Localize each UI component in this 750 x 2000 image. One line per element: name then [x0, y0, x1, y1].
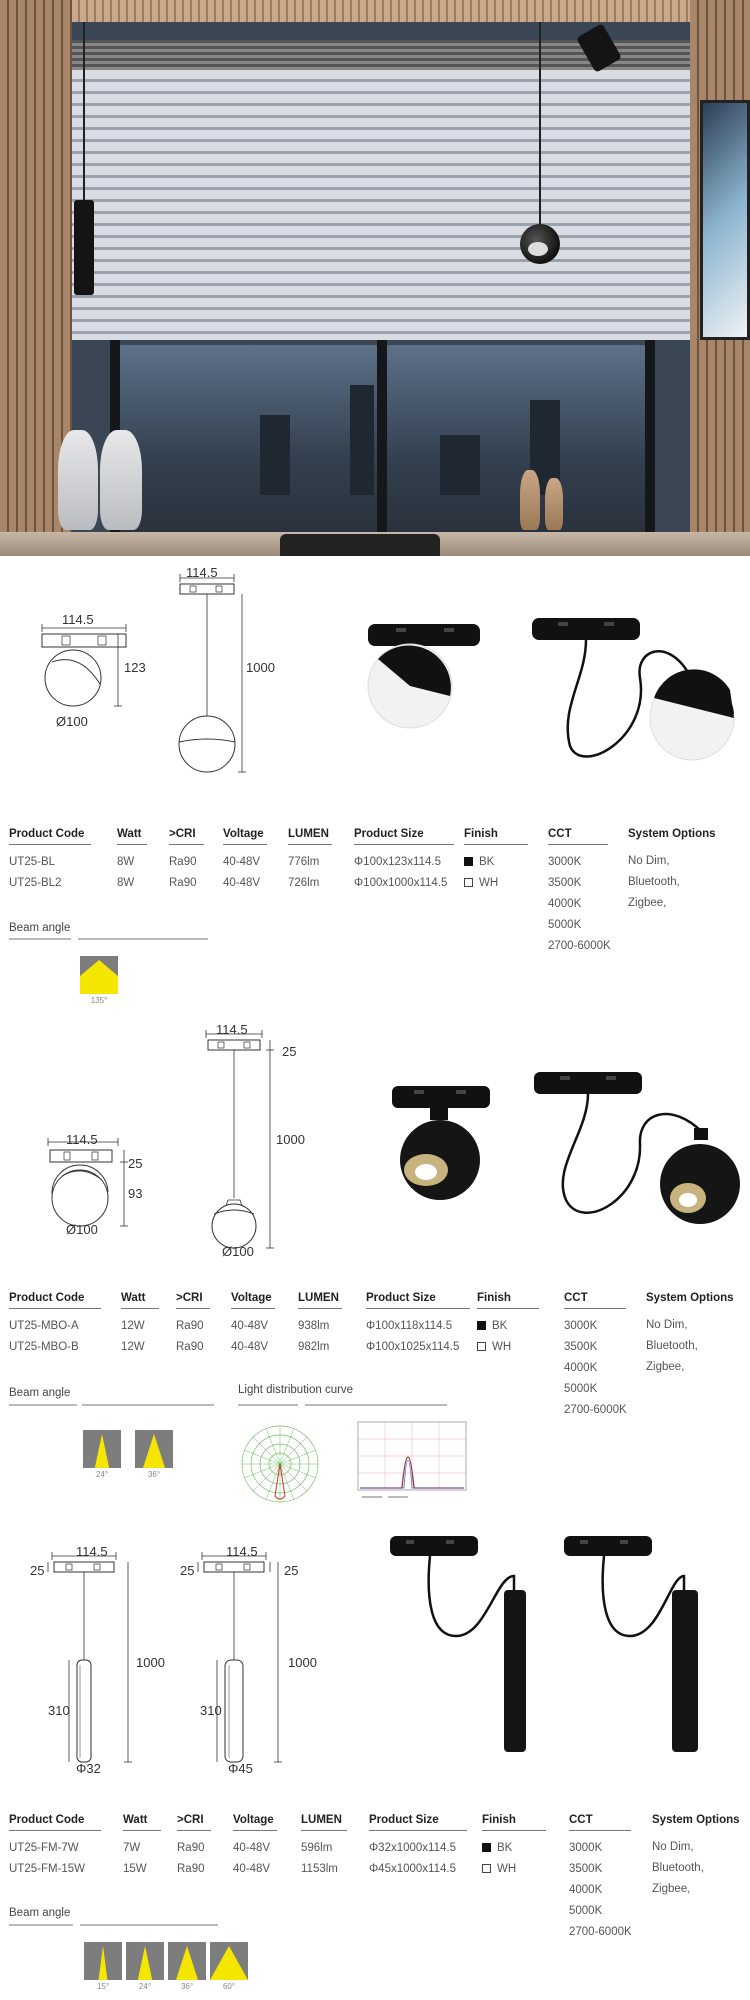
hero-interior-photo	[0, 0, 750, 556]
col-cct: CCT 3000K 3500K 4000K 5000K 2700-6000K	[564, 1292, 627, 1416]
product-photo-pendant-spot-ball	[532, 1072, 744, 1240]
cell-code: UT25-MBO-A	[9, 1320, 79, 1332]
dim-length: 1000	[136, 1655, 165, 1670]
col-finish: Finish BK WH	[477, 1292, 539, 1358]
cell-code: UT25-MBO-B	[9, 1341, 79, 1353]
col-finish: Finish BK WH	[464, 828, 528, 894]
col-voltage: Voltage 40-48V 40-48V	[231, 1292, 275, 1358]
dim-length: 1000	[246, 660, 275, 675]
tube-pendant-light	[74, 200, 94, 295]
desk	[280, 534, 440, 556]
swatch-white	[477, 1342, 486, 1351]
col-product-size: Product Size Φ32x1000x114.5 Φ45x1000x114.5	[369, 1814, 467, 1880]
beam-cone	[99, 1946, 108, 1980]
col-finish: Finish BK WH	[482, 1814, 546, 1880]
dim-body: 310	[200, 1703, 222, 1718]
dim-top-left: 25	[180, 1563, 195, 1578]
col-watt: Watt 12W 12W	[121, 1292, 159, 1358]
col-cri: >CRI Ra90 Ra90	[169, 828, 204, 894]
col-product-code: Product Code UT25-MBO-A UT25-MBO-B	[9, 1292, 101, 1358]
beam-angle-label: Beam angle	[9, 1387, 71, 1399]
window-blinds	[72, 70, 690, 340]
col-system-options: System Options No Dim, Bluetooth, Zigbee,	[628, 828, 716, 909]
col-watt: Watt 8W 8W	[117, 828, 147, 894]
product-photo-pendant-ball	[530, 618, 742, 768]
wall-painting	[700, 100, 750, 340]
col-cri: >CRI Ra90 Ra90	[176, 1292, 210, 1358]
wood-ceiling	[0, 0, 750, 22]
dim-width: 114.5	[186, 565, 218, 580]
decor-figurine	[545, 478, 563, 530]
col-product-code: Product Code UT25-BL UT25-BL2	[9, 828, 91, 894]
beam-cone	[143, 1434, 165, 1468]
decor-figurine	[520, 470, 540, 530]
beam-angle-value: 60°	[222, 1982, 236, 1991]
cell-code: UT25-BL	[9, 856, 56, 868]
dim-height: 123	[124, 660, 146, 675]
beam-angle-label: Beam angle	[9, 1907, 71, 1919]
beam-cone	[95, 1434, 109, 1468]
dim-width: 114.5	[66, 1132, 98, 1147]
product-section-ut25-bl	[0, 556, 750, 1006]
window-mullion	[377, 340, 387, 540]
beam-angle-value: 15°	[96, 1982, 110, 1991]
col-cri: >CRI Ra90 Ra90	[177, 1814, 211, 1880]
product-photo-tube-pendant-large	[560, 1536, 710, 1756]
dim-body: 310	[48, 1703, 70, 1718]
beam-angle-value: 24°	[95, 1470, 109, 1479]
decor-figurine	[58, 430, 98, 530]
col-system-options: System Options No Dim, Bluetooth, Zigbee,	[652, 1814, 740, 1895]
polar-distribution-diagram	[238, 1424, 322, 1508]
cell-code: UT25-FM-7W	[9, 1842, 79, 1854]
beam-angle-value: 36°	[180, 1982, 194, 1991]
dim-diameter: Ø100	[66, 1222, 98, 1237]
dim-width: 114.5	[76, 1544, 108, 1559]
col-voltage: Voltage 40-48V 40-48V	[233, 1814, 277, 1880]
product-section-ut25-mbo	[0, 1006, 750, 1506]
beam-cone	[138, 1946, 152, 1980]
cell-code: UT25-FM-15W	[9, 1863, 86, 1875]
beam-angle-icon	[168, 1942, 206, 1980]
dim-top: 25	[282, 1044, 297, 1059]
col-product-size: Product Size Φ100x118x114.5 Φ100x1025x114.5	[366, 1292, 470, 1358]
dim-diameter: Φ45	[228, 1761, 253, 1776]
col-cct: CCT 3000K 3500K 4000K 5000K 2700-6000K	[569, 1814, 632, 1938]
cell-code: UT25-BL2	[9, 877, 62, 889]
decor-figurine	[100, 430, 142, 530]
dim-diameter: Ø100	[222, 1244, 254, 1259]
beam-angle-icon	[80, 956, 118, 994]
dim-length: 1000	[276, 1132, 305, 1147]
beam-angle-label: Beam angle	[9, 922, 71, 934]
swatch-white	[464, 878, 473, 887]
beam-angle-value: 36°	[147, 1470, 161, 1479]
product-section-ut25-fm	[0, 1506, 750, 2000]
beam-cone	[80, 960, 118, 994]
beam-angle-value: 24°	[138, 1982, 152, 1991]
swatch-white	[482, 1864, 491, 1873]
swatch-black	[464, 857, 473, 866]
dim-top-right: 25	[284, 1563, 299, 1578]
light-distribution-curve-label: Light distribution curve	[238, 1384, 354, 1396]
dim-width: 114.5	[62, 612, 94, 627]
col-system-options: System Options No Dim, Bluetooth, Zigbee,	[646, 1292, 734, 1373]
col-lumen: LUMEN 938lm 982lm	[298, 1292, 342, 1358]
ball-pendant-light	[520, 224, 560, 264]
dimension-drawing-tube-45	[194, 1550, 294, 1780]
swatch-black	[477, 1321, 486, 1330]
window-mullion	[645, 340, 655, 540]
dim-diameter: Ø100	[56, 714, 88, 729]
beam-angle-value: 135°	[90, 996, 108, 1005]
col-product-code: Product Code UT25-FM-7W UT25-FM-15W	[9, 1814, 101, 1880]
col-watt: Watt 7W 15W	[123, 1814, 161, 1880]
dimension-drawing-tube-32	[44, 1550, 144, 1780]
beam-angle-icon	[84, 1942, 122, 1980]
beam-angle-icon	[210, 1942, 248, 1980]
product-photo-tube-pendant	[386, 1536, 536, 1756]
beam-angle-icon	[126, 1942, 164, 1980]
dim-diameter: Φ32	[76, 1761, 101, 1776]
product-photo-spot-ball	[390, 1086, 500, 1204]
col-lumen: LUMEN 596lm 1153lm	[301, 1814, 347, 1880]
dim-width: 114.5	[216, 1022, 248, 1037]
col-cct: CCT 3000K 3500K 4000K 5000K 2700-6000K	[548, 828, 611, 952]
dim-height: 93	[128, 1186, 143, 1201]
col-lumen: LUMEN 776lm 726lm	[288, 828, 332, 894]
dim-top: 25	[128, 1156, 143, 1171]
beam-angle-icon	[83, 1430, 121, 1468]
dim-width: 114.5	[226, 1544, 258, 1559]
dim-length: 1000	[288, 1655, 317, 1670]
col-product-size: Product Size Φ100x123x114.5 Φ100x1000x114.5	[354, 828, 454, 894]
swatch-black	[482, 1843, 491, 1852]
dim-top: 25	[30, 1563, 45, 1578]
beam-cone	[176, 1946, 198, 1980]
col-voltage: Voltage 40-48V 40-48V	[223, 828, 267, 894]
product-photo-surface-ball	[366, 624, 486, 744]
linear-distribution-chart	[358, 1422, 468, 1504]
beam-cone	[210, 1946, 248, 1980]
beam-angle-icon	[135, 1430, 173, 1468]
